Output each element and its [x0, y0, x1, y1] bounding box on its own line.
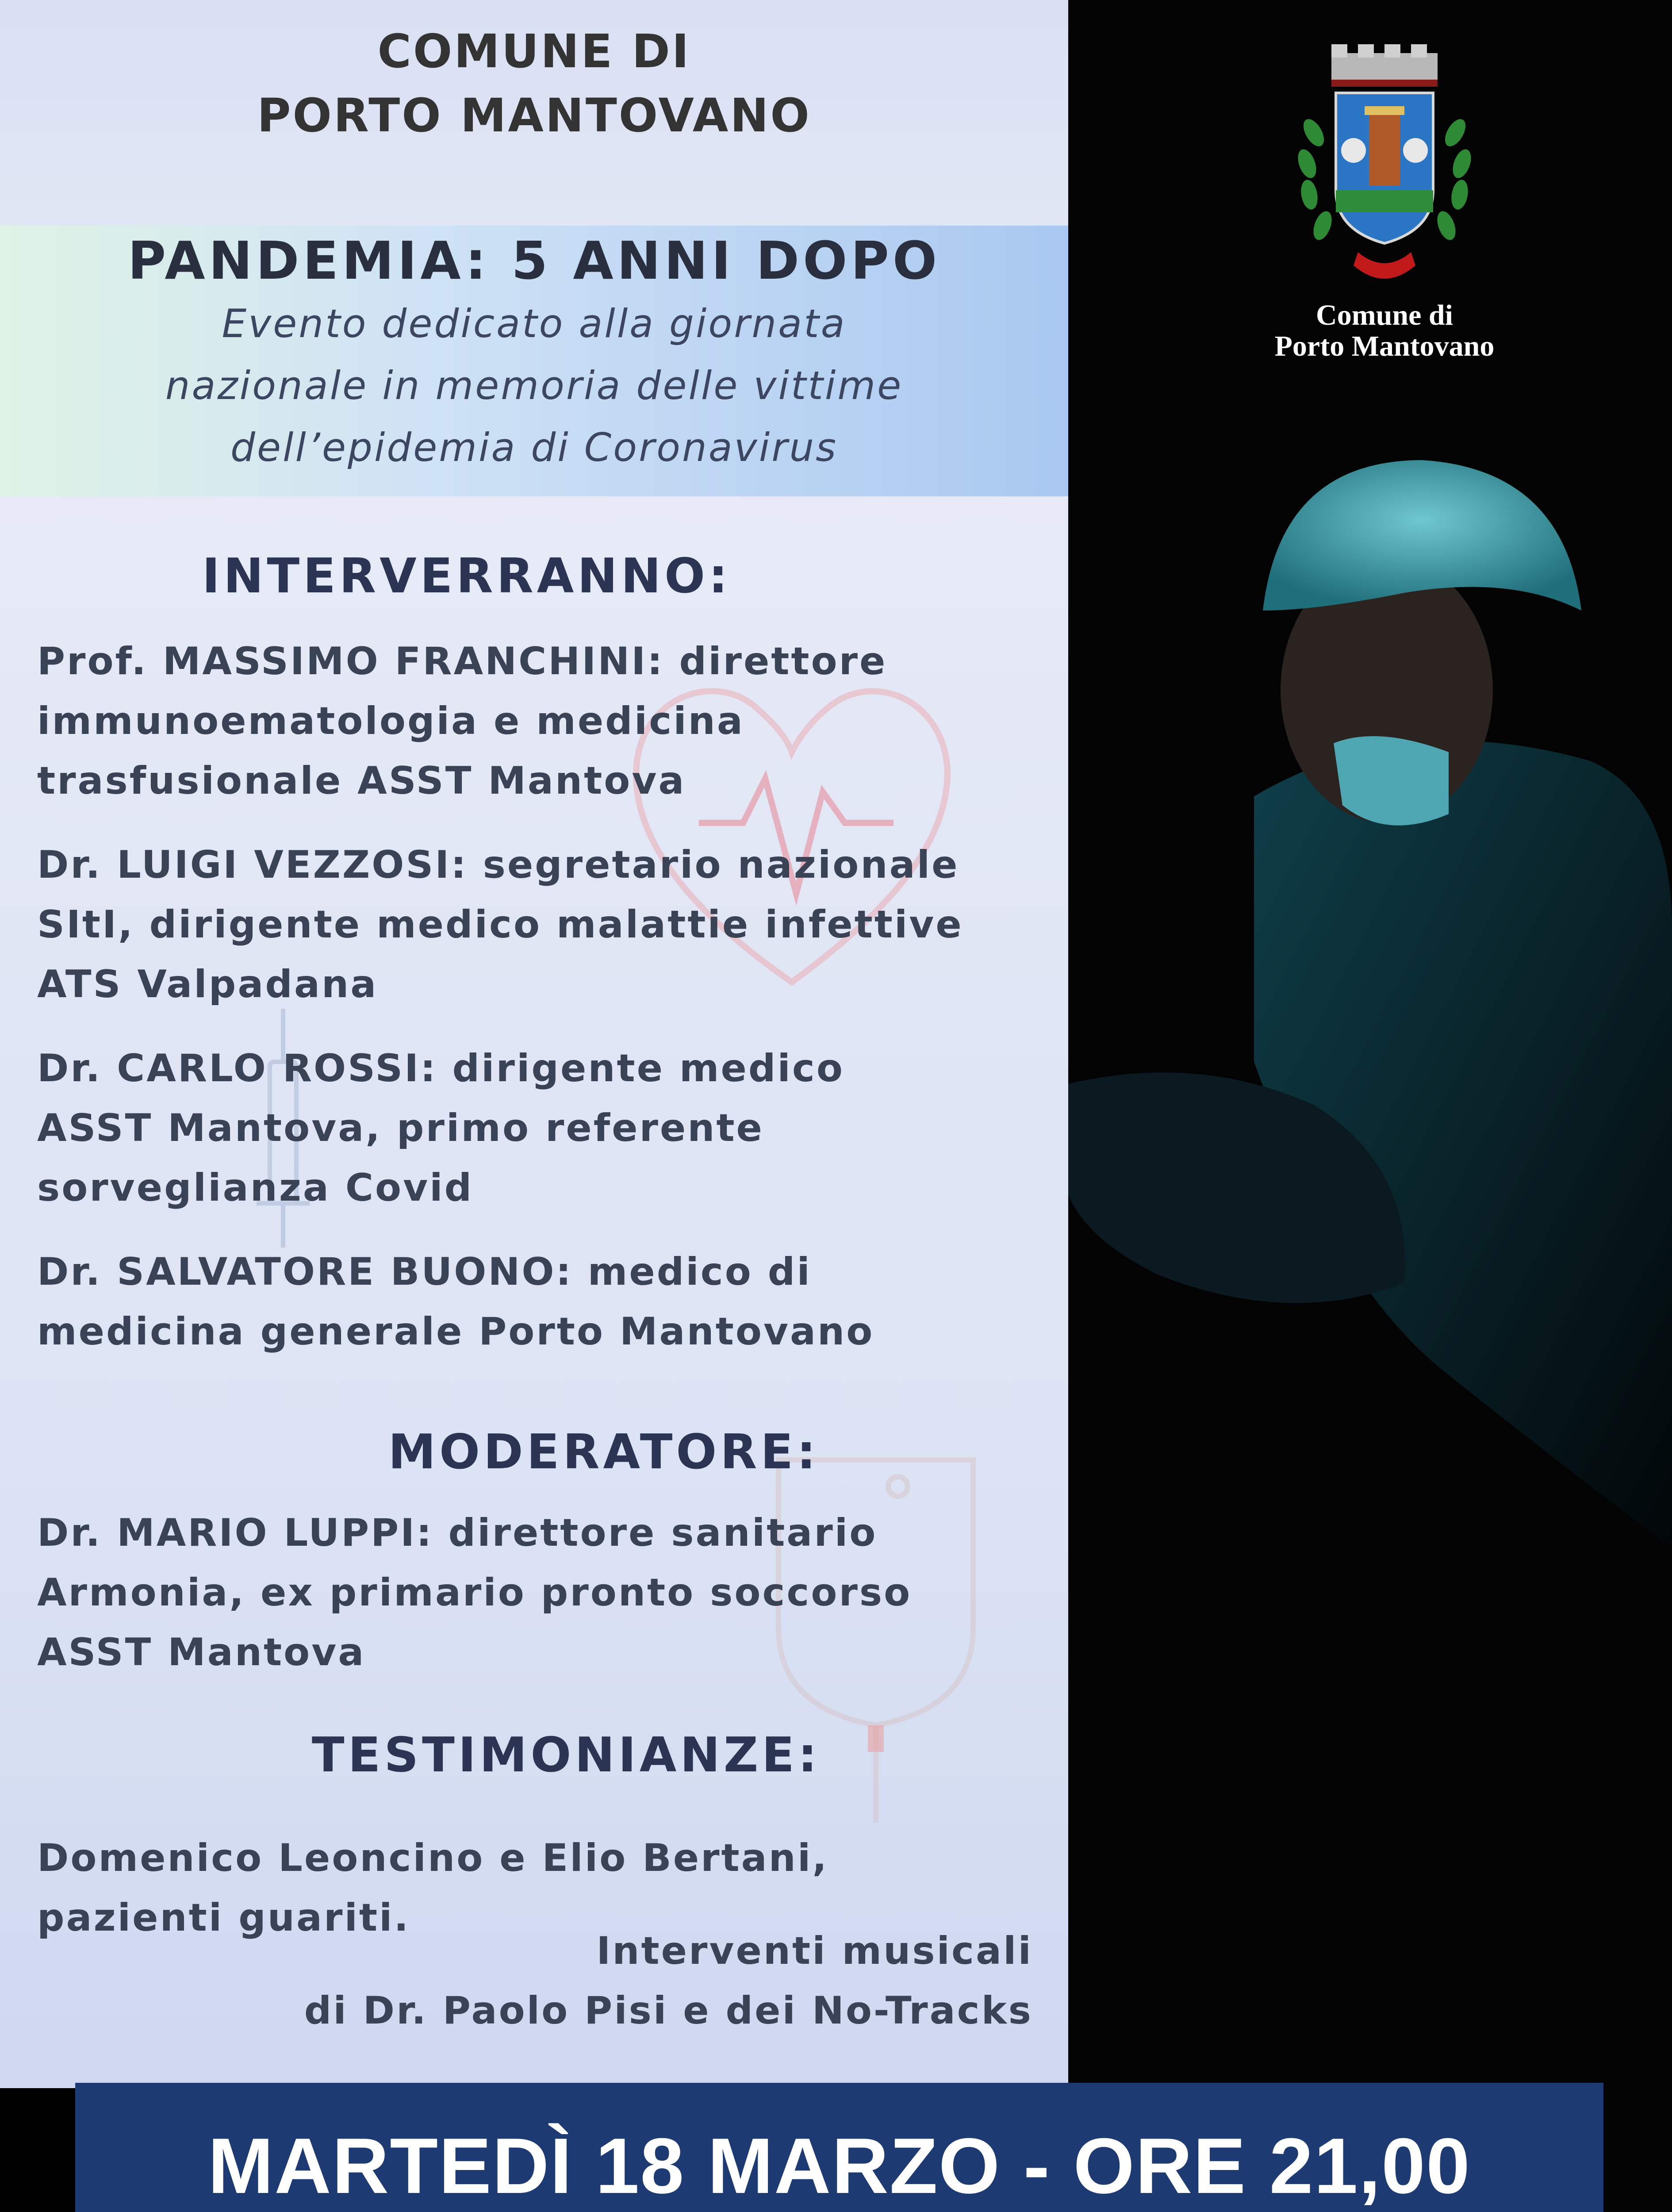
speaker-line: immunoematologia e medicina	[37, 699, 744, 743]
event-subtitle-1: Evento dedicato alla giornata	[222, 301, 847, 346]
crest-caption-1: Comune di	[1316, 299, 1453, 331]
event-title: PANDEMIA: 5 ANNI DOPO	[127, 230, 941, 291]
header-line-2: PORTO MANTOVANO	[257, 88, 811, 142]
music-line: di Dr. Paolo Pisi e dei No-Tracks	[304, 1989, 1033, 2033]
moderator-line: Armonia, ex primario pronto soccorso	[37, 1571, 912, 1615]
event-subtitle-3: dell’epidemia di Coronavirus	[230, 425, 838, 470]
event-info-banner	[75, 2083, 1603, 2212]
speaker-line: sorveglianza Covid	[37, 1166, 474, 1210]
header-line-1: COMUNE DI	[377, 24, 691, 78]
speaker-line: ASST Mantova, primo referente	[37, 1106, 764, 1150]
speaker-line: Dr. SALVATORE BUONO: medico di	[37, 1250, 812, 1294]
speaker-line: medicina generale Porto Mantovano	[37, 1310, 874, 1354]
music-line: Interventi musicali	[596, 1929, 1033, 1973]
testimonial-line: Domenico Leoncino e Elio Bertani,	[37, 1836, 829, 1880]
speaker-line: Dr. CARLO ROSSI: dirigente medico	[37, 1046, 844, 1091]
crest-caption-2: Porto Mantovano	[1274, 330, 1495, 362]
speaker-line: SItI, dirigente medico malattie infettive	[37, 902, 963, 947]
event-subtitle-2: nazionale in memoria delle vittime	[165, 363, 903, 408]
speakers-heading: INTERVERRANNO:	[202, 549, 732, 604]
moderator-line: ASST Mantova	[37, 1630, 366, 1674]
testimonials-heading: TESTIMONIANZE:	[311, 1728, 821, 1783]
moderator-heading: MODERATORE:	[388, 1425, 820, 1480]
event-date-time: MARTEDÌ 18 MARZO - ORE 21,00	[207, 2122, 1471, 2210]
speaker-line: trasfusionale ASST Mantova	[37, 759, 686, 803]
speaker-line: ATS Valpadana	[37, 962, 378, 1006]
testimonial-line: pazienti guariti.	[37, 1896, 410, 1940]
speaker-line: Dr. LUIGI VEZZOSI: segretario nazionale	[37, 843, 959, 887]
speaker-line: Prof. MASSIMO FRANCHINI: direttore	[37, 639, 887, 684]
moderator-line: Dr. MARIO LUPPI: direttore sanitario	[37, 1511, 878, 1555]
coat-of-arms-icon	[1283, 44, 1486, 301]
